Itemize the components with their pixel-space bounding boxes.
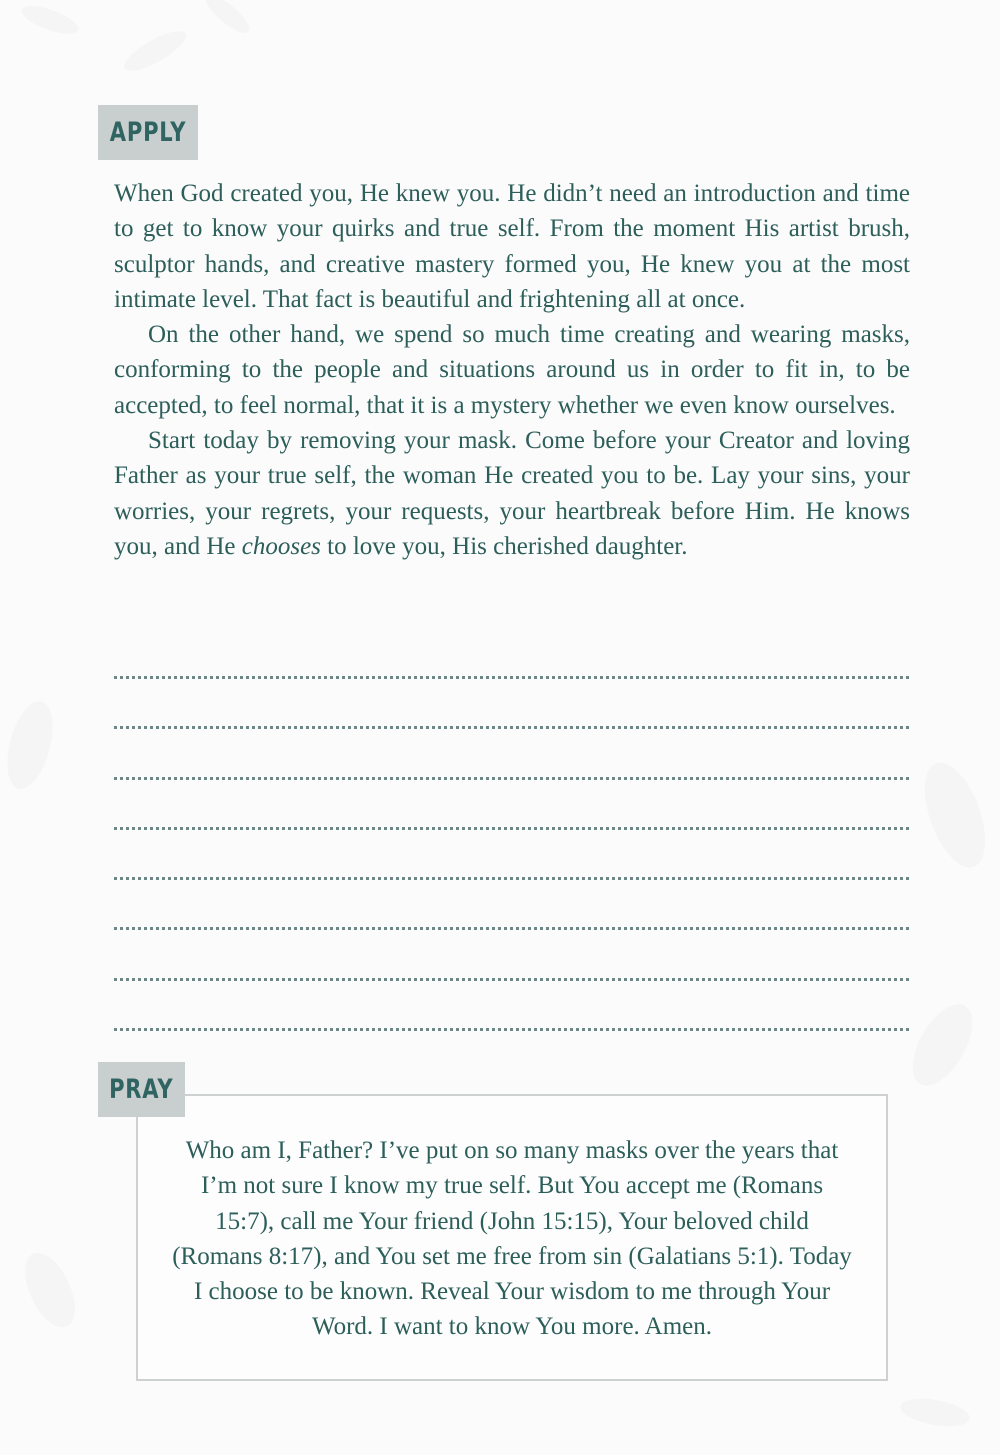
writing-line[interactable] xyxy=(114,827,909,830)
apply-section-heading: APPLY xyxy=(98,105,198,160)
apply-body-text xyxy=(114,176,910,564)
journal-writing-lines[interactable] xyxy=(114,676,909,1078)
writing-line[interactable] xyxy=(114,726,909,729)
emphasis-chooses: chooses xyxy=(241,532,321,560)
prayer-text: Who am I, Father? I’ve put on so many masks over the years that I’m not sure I know my true self. But You accept me (Romans 15:7), call me Your friend (John 15:15), Your beloved child (Romans 8:17), and You set me free from sin (Galatians 5:1). Today I choose to be known. Reveal Your wisdom to me through Your Word. I want to know You more. Amen. xyxy=(172,1137,852,1341)
apply-paragraph-3: Start today by removing your mask. Come before your Creator and loving Father as your true self, the woman He created you to be. Lay your sins, your worries, your regrets, your requests, your heartbreak before Him. He knows you, and He chooses to love you, His cherished daughter. xyxy=(114,427,910,560)
writing-line[interactable] xyxy=(114,877,909,880)
apply-paragraph-2: On the other hand, we spend so much time creating and wearing masks, conforming to the people and situations around us in order to fit in, to be accepted, to feel normal, that it is a mystery whether we even know ourselves. xyxy=(114,321,910,419)
apply-paragraph-1: When God created you, He knew you. He didn’t need an introduction and time to get to know your quirks and true self. From the moment His artist brush, sculptor hands, and creative mastery formed you, He knew you at the most intimate level. That fact is beautiful and frightening all at once. xyxy=(114,180,910,313)
writing-line[interactable] xyxy=(114,777,909,780)
writing-line[interactable] xyxy=(114,1028,909,1031)
pray-section-heading: PRAY xyxy=(98,1062,185,1117)
writing-line[interactable] xyxy=(114,676,909,679)
writing-line[interactable] xyxy=(114,927,909,930)
writing-line[interactable] xyxy=(114,978,909,981)
